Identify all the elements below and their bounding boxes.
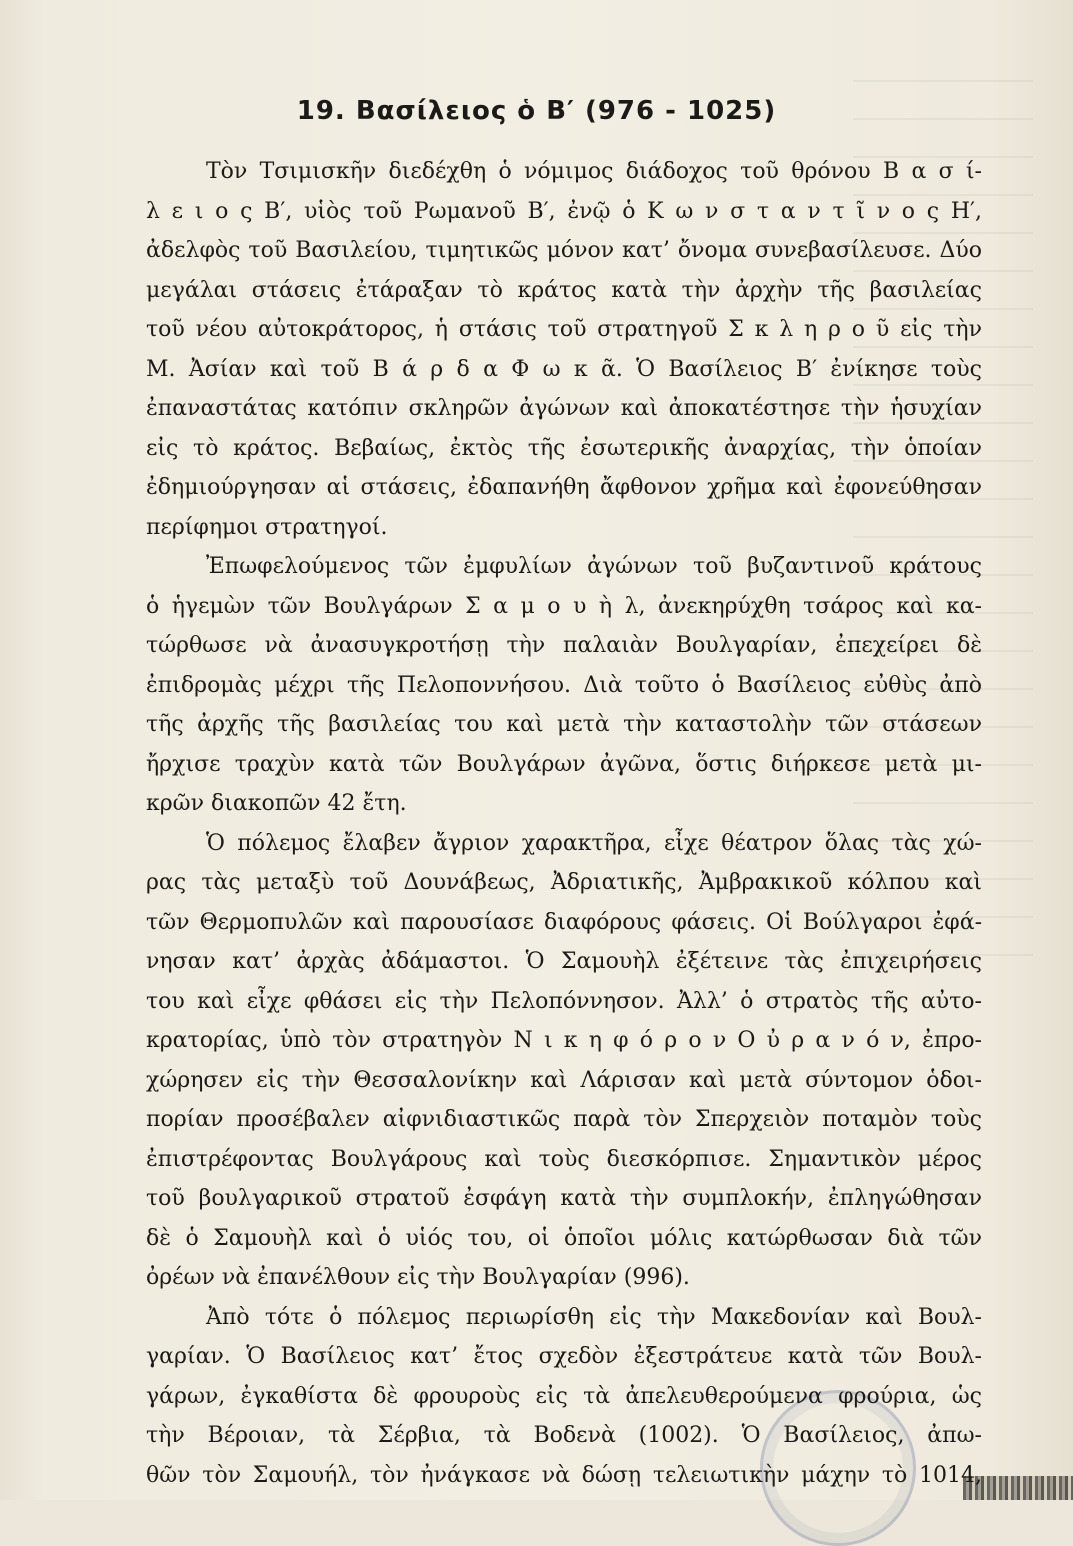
text-line: τῆς ἀρχῆς τῆς βασιλείας του καὶ μετὰ τὴν καταστολὴν τῶν στάσεων [146,712,982,737]
text-line: νησαν κατ’ ἀρχὰς ἀδάμαστοι. Ὁ Σαμουὴλ ἐξέτεινε τὰς ἐπιχειρήσεις [146,949,982,974]
text-line: Ἐπωφελούμενος τῶν ἐμφυλίων ἀγώνων τοῦ βυζαντινοῦ κράτους [206,554,982,579]
text-line: δὲ ὁ Σαμουὴλ καὶ ὁ υἱός του, οἱ ὁποῖοι μόλις κατώρθωσαν διὰ τῶν [146,1225,982,1251]
text-line: περίφημοι στρατηγοί. [146,514,388,540]
text-line: τῶν Θερμοπυλῶν καὶ παρουσίασε διαφόρους φάσεις. Οἱ Βούλγαροι ἐφά- [146,909,982,935]
text-line: λ ε ι ο ς Β′, υἱὸς τοῦ Ρωμανοῦ Β′, ἐνῷ ὁ Κ ω ν σ τ α ν τ ῖ ν ο ς Η′, [146,198,982,224]
text-line: κρατορίας, ὑπὸ τὸν στρατηγὸν Ν ι κ η φ ό ρ ο ν Ο ὐ ρ α ν ό ν, ἐπρο- [146,1028,982,1053]
text-line: τοῦ βουλγαρικοῦ στρατοῦ ἐσφάγη κατὰ τὴν συμπλοκήν, ἐπληγώθησαν [146,1186,982,1211]
text-line: χώρησεν εἰς τὴν Θεσσαλονίκην καὶ Λάρισαν καὶ μετὰ σύντομον ὁδοι- [146,1067,982,1093]
text-line: ρας τὰς μεταξὺ τοῦ Δουνάβεως, Ἀδριατικῆς, Ἀμβρακικοῦ κόλπου καὶ [146,870,982,895]
text-line: ἐδημιούργησαν αἱ στάσεις, ἐδαπανήθη ἄφθονον χρῆμα καὶ ἐφονεύθησαν [146,475,982,500]
text-line: ἐπιδρομὰς μέχρι τῆς Πελοποννήσου. Διὰ τοῦτο ὁ Βασίλειος εὐθὺς ἀπὸ [146,672,982,698]
text-line: μεγάλαι στάσεις ἐτάραξαν τὸ κράτος κατὰ τὴν ἀρχὴν τῆς βασιλείας [146,277,982,303]
body-text [146,152,982,1495]
text-line: του καὶ εἶχε φθάσει εἰς τὴν Πελοπόννησον. Ἀλλ’ ὁ στρατὸς τῆς αὐτο- [146,988,982,1014]
text-line: πορίαν προσέβαλεν αἰφνιδιαστικῶς παρὰ τὸν Σπερχειὸν ποταμὸν τοὺς [146,1107,982,1132]
text-line: τοῦ νέου αὐτοκράτορος, ἡ στάσις τοῦ στρατηγοῦ Σ κ λ η ρ ο ῦ εἰς τὴν [146,317,982,342]
text-line: ἐπαναστάτας κατόπιν σκληρῶν ἀγώνων καὶ ἀποκατέστησε τὴν ἡσυχίαν [146,396,982,421]
text-line: τώρθωσε νὰ ἀνασυγκροτήσῃ τὴν παλαιὰν Βουλγαρίαν, ἐπεχείρει δὲ [146,633,982,658]
text-line: γαρίαν. Ὁ Βασίλειος κατ’ ἔτος σχεδὸν ἐξεστράτευε κατὰ τῶν Βουλ- [146,1344,982,1369]
text-line: Τὸν Τσιμισκῆν διεδέχθη ὁ νόμιμος διάδοχος τοῦ θρόνου Β α σ ί- [206,159,982,184]
text-line: εἰς τὸ κράτος. Βεβαίως, ἐκτὸς τῆς ἐσωτερικῆς ἀναρχίας, τὴν ὁποίαν [146,435,982,461]
chapter-title: 19. Βασίλειος ὁ Β′ (976 - 1025) [296,96,777,126]
text-line: Ἀπὸ τότε ὁ πόλεμος περιωρίσθη εἰς τὴν Μακεδονίαν καὶ Βουλ- [206,1304,982,1330]
text-line: ἐπιστρέφοντας Βουλγάρους καὶ τοὺς διεσκόρπισε. Σημαντικὸν μέρος [146,1146,982,1172]
text-line: τὴν Βέροιαν, τὰ Σέρβια, τὰ Βοδενὰ (1002). Ὁ Βασίλειος, ἀπω- [146,1423,982,1448]
text-line: ἤρχισε τραχὺν κατὰ τῶν Βουλγάρων ἀγῶνα, ὅστις διήρκεσε μετὰ μι- [146,751,982,777]
text-line: ἀδελφὸς τοῦ Βασιλείου, τιμητικῶς μόνον κατ’ ὄνομα συνεβασίλευσε. Δύο [146,238,982,263]
text-line: ὀρέων νὰ ἐπανέλθουν εἰς τὴν Βουλγαρίαν (996). [146,1265,690,1290]
text-line: θῶν τὸν Σαμουήλ, τὸν ἠνάγκασε νὰ δώσῃ τελειωτικὴν μάχην τὸ 1014, [146,1462,982,1488]
text-line: κρῶν διακοπῶν 42 ἔτη. [146,791,407,816]
text-line: γάρων, ἐγκαθίστα δὲ φρουροὺς εἰς τὰ ἀπελευθερούμενα φρούρια, ὡς [146,1383,982,1409]
text-line: ὁ ἡγεμὼν τῶν Βουλγάρων Σ α μ ο υ ὴ λ, ἀνεκηρύχθη τσάρος καὶ κα- [146,593,982,619]
text-line: Ὁ πόλεμος ἔλαβεν ἄγριον χαρακτῆρα, εἶχε θέατρον ὅλας τὰς χώ- [206,830,982,856]
text-line: Μ. Ἀσίαν καὶ τοῦ Β ά ρ δ α Φ ω κ ᾶ. Ὁ Βασίλειος Β′ ἐνίκησε τοὺς [146,356,982,382]
